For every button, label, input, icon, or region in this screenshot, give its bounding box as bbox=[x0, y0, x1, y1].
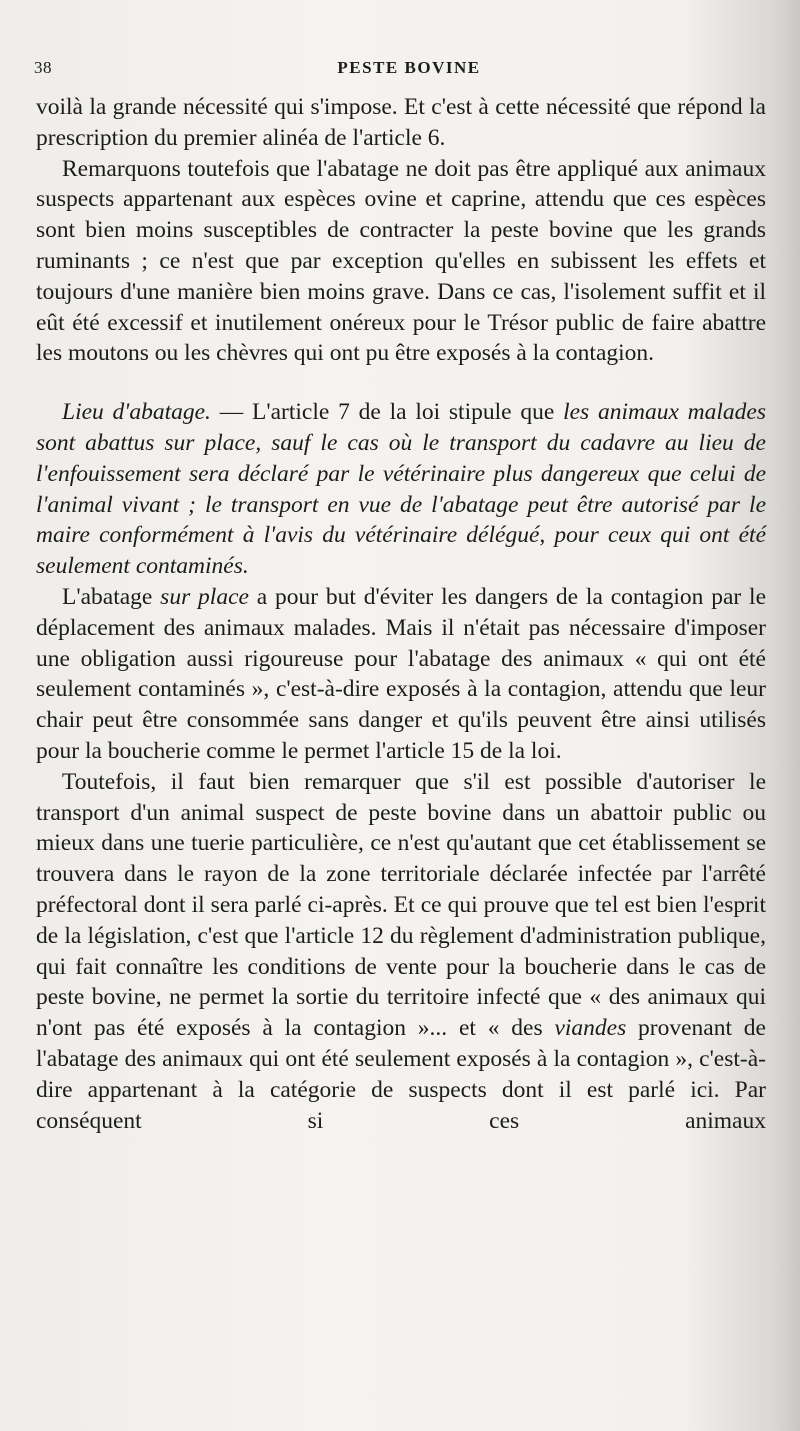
section-heading: Lieu d'abatage. bbox=[62, 399, 211, 426]
running-title: PESTE BOVINE bbox=[337, 58, 481, 77]
text-run: a pour but d'éviter les dangers de la contagion par le déplacement des animaux malades. Mais il n'était pas nécessaire d'imposer une obligation aussi rigoureuse pour l'abatage des animaux « qui ont été seulement contaminés », c'est-à-dire exposés à la contagion, attendu que leur chair peut être consommée sans danger et qu'ils peuvent être ainsi utilisés pour la boucherie comme le permet l'article 15 de la loi. bbox=[36, 583, 766, 764]
paragraph-continuation: voilà la grande nécessité qui s'impose. Et c'est à cette nécessité que répond la prescription du premier alinéa de l'article 6. bbox=[36, 94, 766, 151]
paragraph-toutefois bbox=[36, 767, 766, 1137]
body-text bbox=[36, 92, 766, 1136]
page-header bbox=[34, 58, 764, 84]
section-gap bbox=[36, 369, 766, 397]
paragraph-lieu-abatage bbox=[36, 397, 766, 582]
text-run: Toutefois, il faut bien remarquer que s'il est possible d'autoriser le transport d'un animal suspect de peste bovine dans un abattoir public ou mieux dans une tuerie particulière, ce n'est qu'autant que cet établissement se trouvera dans le rayon de la zone territoriale déclarée infectée par l'arrêté préfectoral dont il sera parlé ci-après. Et ce qui prouve que tel est bien l'esprit de la législation, c'est que l'article 12 du règlement d'administration publique, qui fait connaître les conditions de vente pour la boucherie dans le cas de peste bovine, ne permet la sortie du territoire infecté que « des animaux qui n'ont pas été exposés à la contagion »... et « des bbox=[36, 768, 766, 1042]
text-run: L'abatage bbox=[62, 583, 161, 610]
text-run: provenant de l'abatage des animaux qui ont été seulement exposés à la contagion », c'est-à-dire appartenant à la catégorie de suspects dont il est parlé ici. Par conséquent si ces animaux bbox=[36, 1015, 766, 1134]
law-quote: les animaux malades sont abattus sur place, sauf le cas où le transport du cadavre au lieu de l'enfouissement sera déclaré par le vétérinaire plus dangereux que celui de l'animal vivant ; le transport en vue de l'abatage peut être autorisé par le maire conformément à l'avis du vétérinaire délégué, pour ceux qui ont été seulement contaminés. bbox=[36, 399, 767, 580]
page-number: 38 bbox=[34, 58, 52, 77]
paragraph-ovine-caprine: Remarquons toutefois que l'abatage ne doit pas être appliqué aux animaux suspects appartenant aux espèces ovine et caprine, attendu que ces espèces sont bien moins susceptibles de contracter la peste bovine que les grands ruminants ; ce n'est que par exception qu'elles en subissent les effets et toujours d'une manière bien moins grave. Dans ce cas, l'isolement suffit et il eût été excessif et inutilement onéreux pour le Trésor public de faire abattre les moutons ou les chèvres qui ont pu être exposés à la contagion. bbox=[36, 155, 766, 367]
italic-run: sur place bbox=[160, 583, 249, 610]
article-intro: — L'article 7 de la loi stipule que bbox=[210, 399, 564, 426]
paragraph-sur-place bbox=[36, 582, 766, 767]
italic-run: viandes bbox=[554, 1015, 627, 1042]
